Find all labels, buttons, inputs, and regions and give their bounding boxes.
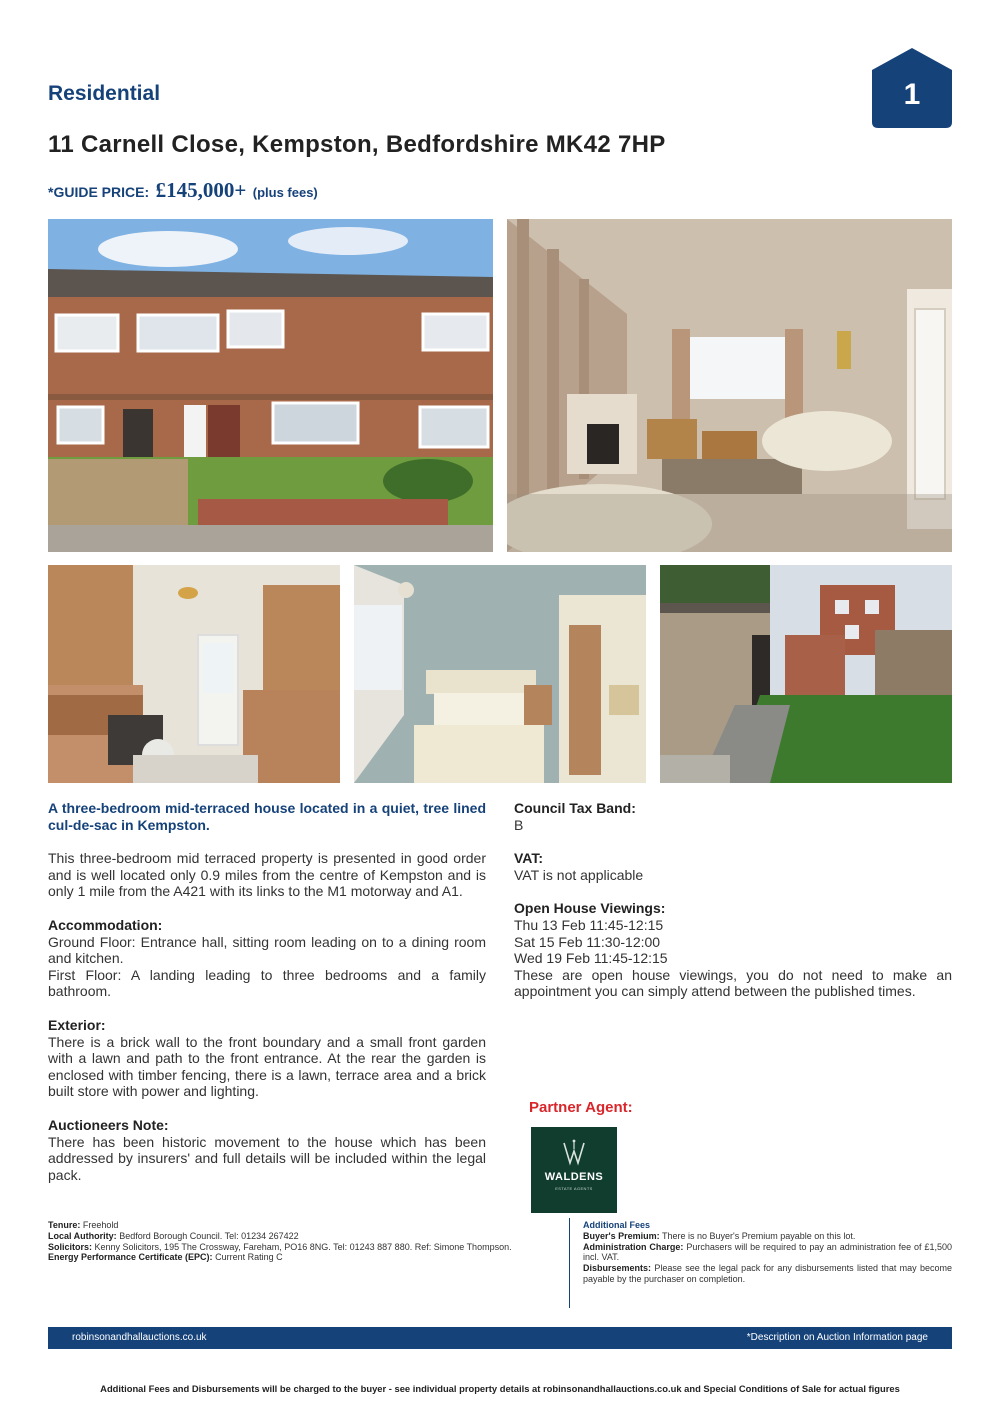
buyers-premium-value: There is no Buyer's Premium payable on this lot. <box>662 1230 856 1241</box>
additional-fees-heading: Additional Fees <box>583 1220 651 1230</box>
admin-charge-value: Purchasers will be required to pay an administration fee of £1,500 incl. VAT. <box>583 1241 952 1263</box>
photo-sitting-room <box>507 219 952 552</box>
photo-bedroom <box>354 565 646 783</box>
waldens-emblem-icon <box>561 1139 587 1167</box>
auctioneers-note-text: There has been historic movement to the house which has been addressed by insurers' and full details will be included within the legal pack. <box>48 1133 486 1183</box>
epc-row <box>48 1252 556 1263</box>
admin-charge-row <box>583 1242 952 1264</box>
footer-website-link[interactable]: robinsonandhallauctions.co.uk <box>72 1332 207 1343</box>
tenure-row <box>48 1220 556 1231</box>
admin-charge-label: Administration Charge: <box>583 1241 684 1252</box>
photo-kitchen <box>48 565 340 783</box>
tenure-value: Freehold <box>82 1220 119 1230</box>
property-info <box>514 800 952 1000</box>
additional-fees <box>583 1220 952 1285</box>
auctioneers-note-heading: Auctioneers Note: <box>48 1116 169 1133</box>
partner-agent-label: Partner Agent: <box>529 1099 633 1116</box>
photo-rear-garden <box>660 565 952 783</box>
accommodation-first-floor: First Floor: A landing leading to three bedrooms and a family bathroom. <box>48 966 486 1000</box>
guide-price-value: £145,000+ <box>155 178 247 202</box>
partner-agent-logo[interactable] <box>531 1127 617 1213</box>
buyers-premium-row <box>583 1231 952 1242</box>
partner-logo-name: WALDENS <box>544 1171 604 1183</box>
intro-text: A three-bedroom mid-terraced house located in a quiet, tree lined cul-de-sac in Kempston. <box>48 800 486 833</box>
exterior-heading: Exterior: <box>48 1016 106 1033</box>
category-heading: Residential <box>48 82 161 105</box>
buyers-premium-label: Buyer's Premium: <box>583 1230 660 1241</box>
council-tax-heading: Council Tax Band: <box>514 800 636 816</box>
guide-price-suffix: (plus fees) <box>252 185 318 200</box>
fees-disclaimer: Additional Fees and Disbursements will be charged to the buyer - see individual property details at robinsonandhallauctions.co.uk and Special Conditions of Sale for actual figures <box>100 1383 900 1394</box>
exterior-text: There is a brick wall to the front boundary and a small front garden with a lawn and path to the front entrance. At the rear the garden is enclosed with timber fencing, there is a lawn, terrace area and a brick built store with power and lighting. <box>48 1033 486 1100</box>
property-address: 11 Carnell Close, Kempston, Bedfordshire MK42 7HP <box>48 131 666 158</box>
council-tax-value: B <box>514 816 524 833</box>
lot-number-badge <box>872 48 952 128</box>
solicitors-value: Kenny Solicitors, 195 The Crossway, Fareham, PO16 8NG. Tel: 01243 887 880. Ref: Simone Thompson. <box>94 1241 512 1252</box>
viewing-slot: Thu 13 Feb 11:45-12:15 <box>514 916 664 933</box>
footer-description-note: *Description on Auction Information page <box>746 1332 928 1343</box>
epc-value: Current Rating C <box>215 1252 283 1263</box>
legal-details <box>48 1220 556 1263</box>
local-authority-label: Local Authority: <box>48 1230 117 1241</box>
tenure-label: Tenure: <box>48 1220 81 1230</box>
viewings-heading: Open House Viewings: <box>514 900 666 917</box>
vat-heading: VAT: <box>514 850 544 867</box>
summary-text: This three-bedroom mid terraced property is presented in good order and is well located only 0.9 miles from the centre of Kempston and is only 1 mile from the A421 with its links to the M1 motorway and A1. <box>48 850 486 900</box>
photo-front-exterior <box>48 219 493 552</box>
guide-price <box>48 178 318 203</box>
disbursements-value: Please see the legal pack for any disbursements listed that may become payable by the purchaser on completion. <box>583 1263 952 1284</box>
local-authority-value: Bedford Borough Council. Tel: 01234 267422 <box>119 1230 299 1241</box>
disbursements-label: Disbursements: <box>583 1263 652 1274</box>
disbursements-row <box>583 1263 952 1285</box>
accommodation-ground-floor: Ground Floor: Entrance hall, sitting room leading on to a dining room and kitchen. <box>48 933 486 967</box>
local-authority-row <box>48 1231 556 1242</box>
solicitors-label: Solicitors: <box>48 1241 93 1252</box>
vat-value: VAT is not applicable <box>514 866 644 883</box>
partner-logo-subtitle: ESTATE AGENTS <box>555 1186 593 1191</box>
accommodation-heading: Accommodation: <box>48 916 163 933</box>
details-divider <box>569 1218 570 1308</box>
lot-number: 1 <box>903 78 921 111</box>
viewing-slot: Wed 19 Feb 11:45-12:15 <box>514 950 668 967</box>
property-description <box>48 800 486 1183</box>
footer-bar <box>48 1327 952 1349</box>
guide-price-label: *GUIDE PRICE: <box>48 184 150 200</box>
viewing-slot: Sat 15 Feb 11:30-12:00 <box>514 933 661 950</box>
viewings-note: These are open house viewings, you do not need to make an appointment you can simply attend between the published times. <box>514 966 952 1000</box>
solicitors-row <box>48 1242 556 1253</box>
epc-label: Energy Performance Certificate (EPC): <box>48 1252 213 1263</box>
